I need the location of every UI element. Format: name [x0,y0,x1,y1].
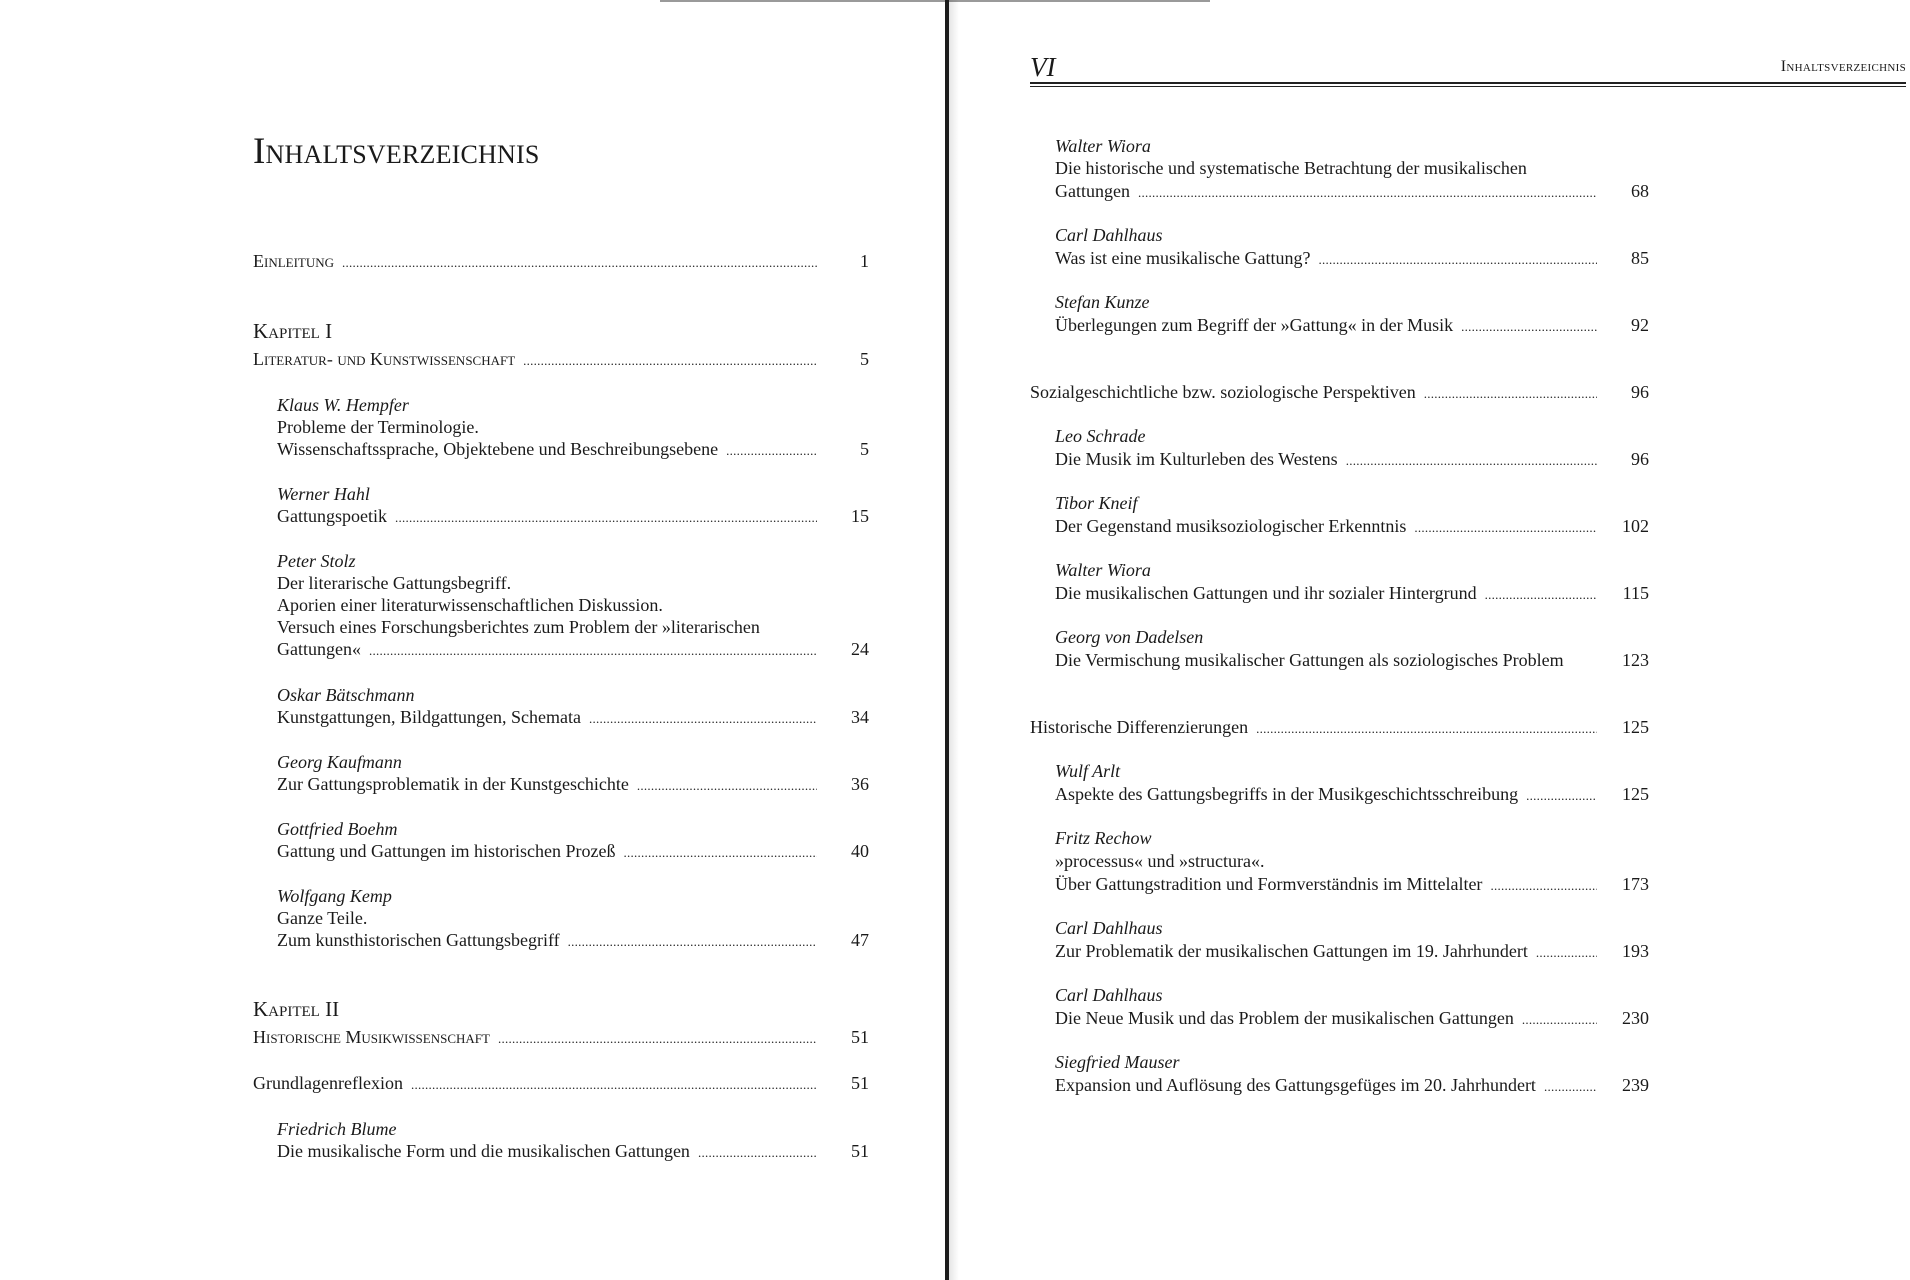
section-label: Grundlagenreflexion [253,1073,403,1093]
leader-dots [623,840,817,864]
page-number: 5 [860,349,869,369]
leader-dots [395,505,817,529]
toc-section-grundlagenreflexion[interactable] [253,1072,869,1096]
entry-title-line: »processus« und »structura«. [1055,851,1265,871]
toc-entry[interactable] [1055,448,1649,472]
entry-title: Die musikalischen Gattungen und ihr sozialer Hintergrund [1055,583,1477,603]
toc-chapter-1-title[interactable] [253,348,869,372]
entry-title: Gattungspoetik [277,506,387,526]
entry-title-line: Probleme der Terminologie. [277,417,479,437]
leader-dots [1485,582,1597,606]
page-number: 102 [1622,516,1649,536]
leader-dots [1461,314,1597,338]
entry-author: Georg Kaufmann [277,752,402,772]
entry-title: Gattungen« [277,639,361,659]
entry-author: Oskar Bätschmann [277,685,415,705]
page-number: 34 [851,707,869,727]
page-number: 115 [1622,583,1649,603]
entry-author: Walter Wiora [1055,136,1151,156]
page-number: 51 [851,1027,869,1047]
toc-entry[interactable] [1055,873,1649,897]
leader-dots [1544,1074,1597,1098]
entry-author: Georg von Dadelsen [1055,627,1204,647]
page-number: 96 [1631,382,1649,402]
entry-author: Carl Dahlhaus [1055,918,1163,938]
leader-dots [1490,873,1597,897]
leader-dots [568,929,817,953]
toc-entry[interactable] [1055,940,1649,964]
entry-author: Stefan Kunze [1055,292,1150,312]
entry-author: Wulf Arlt [1055,761,1121,781]
leader-dots [1138,180,1597,204]
leader-dots [698,1140,817,1164]
leader-dots [342,250,817,274]
toc-entry[interactable] [277,840,869,864]
toc-entry[interactable] [1055,247,1649,271]
entry-title: Die Musik im Kulturleben des Westens [1055,449,1338,469]
entry-title-line: Ganze Teile. [277,908,368,928]
page-number: 230 [1622,1008,1649,1028]
entry-title: Die Vermischung musikalischer Gattungen als soziologisches Problem [1055,650,1564,670]
entry-author: Friedrich Blume [277,1119,397,1139]
page-number: 125 [1622,717,1649,737]
entry-author: Walter Wiora [1055,560,1151,580]
entry-title: Was ist eine musikalische Gattung? [1055,248,1311,268]
toc-entry[interactable] [1055,515,1649,539]
page-number-roman: VI [1030,52,1056,82]
page-number: 5 [860,439,869,459]
entry-author: Gottfried Boehm [277,819,398,839]
entry-author: Leo Schrade [1055,426,1146,446]
toc-entry[interactable] [277,505,869,529]
toc-label: Literatur- und Kunstwissenschaft [253,349,516,369]
page-number: 1 [860,251,869,271]
toc-entry[interactable] [277,706,869,730]
toc-label: Historische Musikwissenschaft [253,1027,490,1047]
leader-dots [1526,783,1597,807]
toc-entry[interactable] [1055,649,1649,671]
entry-author: Werner Hahl [277,484,370,504]
toc-entry[interactable] [277,1140,869,1164]
entry-author: Carl Dahlhaus [1055,985,1163,1005]
page-number: 85 [1631,248,1649,268]
toc-entry[interactable] [1055,180,1649,204]
entry-title: Überlegungen zum Begriff der »Gattung« in der Musik [1055,315,1454,335]
entry-title: Kunstgattungen, Bildgattungen, Schemata [277,707,581,727]
entry-title-line: Der literarische Gattungsbegriff. [277,573,512,593]
page-number: 24 [851,639,869,659]
page-number: 239 [1622,1075,1649,1095]
entry-title-line: Aporien einer literaturwissenschaftlichen Diskussion. [277,595,663,615]
entry-author: Siegfried Mauser [1055,1052,1180,1072]
page-number: 51 [851,1141,869,1161]
page-number: 40 [851,841,869,861]
page-number: 123 [1622,650,1649,670]
entry-title: Expansion und Auflösung des Gattungsgefüges im 20. Jahrhundert [1055,1075,1536,1095]
header-rule [1030,82,1906,84]
entry-title: Zur Gattungsproblematik in der Kunstgeschichte [277,774,629,794]
toc-einleitung[interactable] [253,250,869,274]
chapter-heading: Kapitel II [253,997,340,1021]
left-page [0,0,945,1280]
leader-dots [1522,1007,1597,1031]
page-number: 193 [1622,941,1649,961]
entry-title-line: Versuch eines Forschungsberichtes zum Problem der »literarischen [277,617,760,637]
toc-entry[interactable] [1055,1007,1649,1031]
leader-dots [637,773,817,797]
entry-title-line: Die historische und systematische Betrachtung der musikalischen [1055,158,1527,178]
page-title: Inhaltsverzeichnis [253,131,540,172]
entry-author: Tibor Kneif [1055,493,1138,513]
page-number: 51 [851,1073,869,1093]
gutter-shadow [949,0,959,1280]
toc-entry[interactable] [277,638,869,662]
leader-dots [1414,515,1597,539]
leader-dots [726,438,817,462]
entry-title: Die musikalische Form und die musikalischen Gattungen [277,1141,690,1161]
leader-dots [369,638,817,662]
leader-dots [498,1026,817,1050]
toc-entry[interactable] [1055,582,1649,606]
leader-dots [589,706,817,730]
leader-dots [411,1072,817,1096]
page-number: 36 [851,774,869,794]
leader-dots [523,348,817,372]
page-number: 125 [1622,784,1649,804]
leader-dots [1424,381,1597,405]
toc-chapter-2-title[interactable] [253,1026,869,1050]
entry-author: Wolfgang Kemp [277,886,392,906]
entry-title: Gattungen [1055,181,1130,201]
entry-title: Die Neue Musik und das Problem der musikalischen Gattungen [1055,1008,1514,1028]
running-head-title: Inhaltsverzeichnis [1780,58,1906,75]
section-label: Sozialgeschichtliche bzw. soziologische Perspektiven [1030,382,1416,402]
leader-dots [1346,448,1597,472]
page-number: 68 [1631,181,1649,201]
entry-title: Über Gattungstradition und Formverständnis im Mittelalter [1055,874,1483,894]
toc-entry[interactable] [277,929,869,953]
leader-dots [1256,716,1597,740]
leader-dots [1319,247,1598,271]
header-rule-thin [1030,86,1906,87]
entry-author: Fritz Rechow [1055,828,1152,848]
entry-title: Gattung und Gattungen im historischen Prozeß [277,841,616,861]
entry-title: Wissenschaftssprache, Objektebene und Beschreibungsebene [277,439,719,459]
toc-entry[interactable] [277,773,869,797]
entry-author: Carl Dahlhaus [1055,225,1163,245]
page-number: 47 [851,930,869,950]
page-number: 15 [851,506,869,526]
entry-title: Der Gegenstand musiksoziologischer Erkenntnis [1055,516,1407,536]
chapter-heading: Kapitel I [253,319,333,343]
page-number: 92 [1631,315,1649,335]
toc-entry[interactable] [1055,1074,1649,1098]
entry-author: Peter Stolz [277,551,356,571]
toc-section-historische-differenzierungen[interactable] [1030,716,1649,740]
entry-title: Aspekte des Gattungsbegriffs in der Musikgeschichtsschreibung [1055,784,1519,804]
page-number: 96 [1631,449,1649,469]
toc-label: Einleitung [253,251,335,271]
section-label: Historische Differenzierungen [1030,717,1249,737]
page-number: 173 [1622,874,1649,894]
entry-title: Zum kunsthistorischen Gattungsbegriff [277,930,560,950]
leader-dots [1536,940,1597,964]
toc-section-sozialgeschichtliche[interactable] [1030,381,1649,405]
entry-title: Zur Problematik der musikalischen Gattungen im 19. Jahrhundert [1055,941,1528,961]
toc-entry[interactable] [1055,783,1649,807]
toc-entry[interactable] [277,438,869,462]
entry-author: Klaus W. Hempfer [277,395,409,415]
toc-entry[interactable] [1055,314,1649,338]
